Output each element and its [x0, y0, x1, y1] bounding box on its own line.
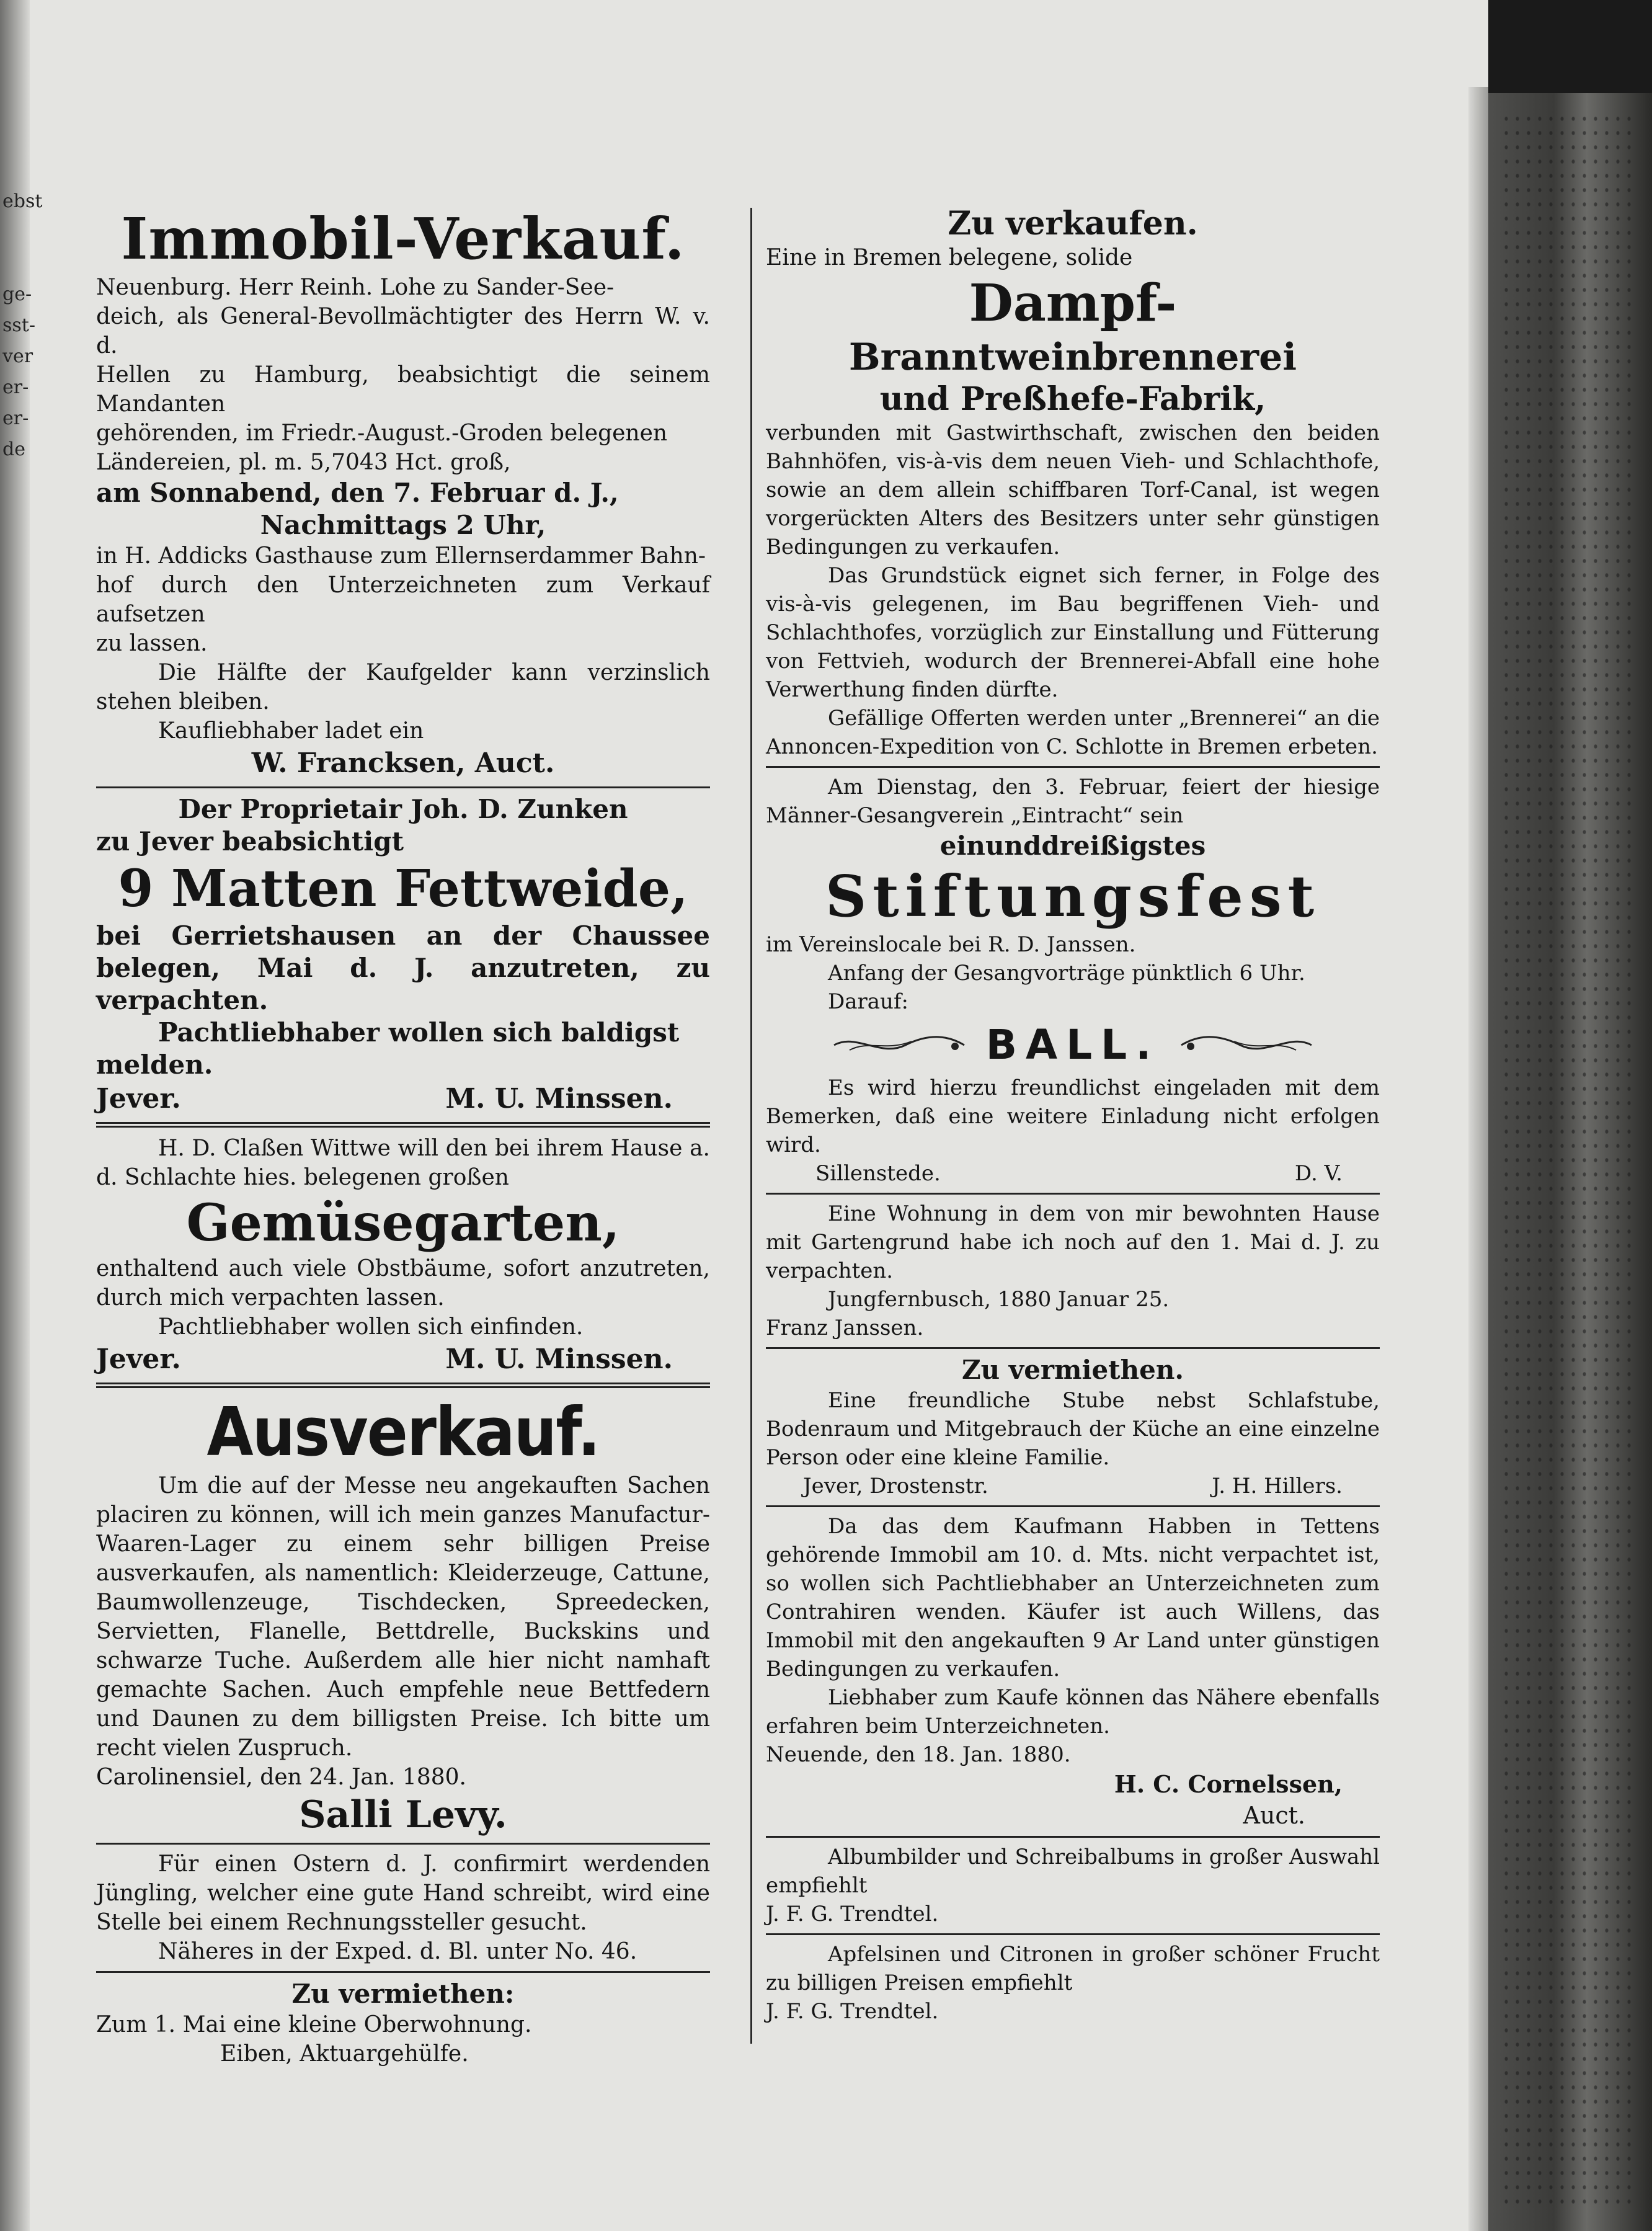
left-margin-fragments: [2, 186, 43, 465]
ad-intro: Am Dienstag, den 3. Februar, feiert der hiesige Männer-Gesangverein „Eintracht“ sein: [766, 775, 1380, 828]
ad-note: Näheres in der Exped. d. Bl. unter No. 46.: [158, 1939, 637, 1964]
ad-body: Da das dem Kaufmann Habben in Tettens gehörende Immobil am 10. d. Mts. nicht verpachtet ist, so wollen sich Pachtliebhaber an Unterzeichneten zum Contrahiren wenden. Käufer ist auch Willens, das Immobil mit den angekauften 9 Ar Land unter günstigen Bedingungen zu verkaufen.: [766, 1514, 1380, 1681]
ad-albumbilder: [766, 1843, 1380, 1928]
ad-note: Die Hälfte der Kaufgelder kann verzinslich stehen bleiben.: [96, 660, 710, 715]
ad-separator: [766, 1836, 1380, 1838]
ad-signature: H. C. Cornelssen,: [1114, 1770, 1343, 1798]
ad-oberwohnung: [96, 1978, 710, 2068]
ad-stube-vermiethen: [766, 1354, 1380, 1500]
ad-body: Gefällige Offerten werden unter „Brennerei“ an die Annoncen-Expedition von C. Schlotte in Bremen erbeten.: [766, 706, 1380, 759]
ad-body: Für einen Ostern d. J. confirmirt werdenden Jüngling, welcher eine gute Hand schreibt, wird eine Stelle bei einem Rechnungssteller gesucht.: [96, 1851, 710, 1935]
ad-subtitle: einunddreißigstes: [939, 831, 1206, 861]
ad-text-line: gehörenden, im Friedr.-August.-Groden belegenen: [96, 421, 668, 446]
ad-title: 9 Matten Fettweide,: [118, 859, 688, 919]
ad-ausverkauf: [96, 1394, 710, 1838]
ad-intro: Eine in Bremen belegene, solide: [766, 245, 1133, 270]
ad-footer: [96, 1081, 710, 1117]
ad-time-line: Nachmittags 2 Uhr,: [260, 510, 546, 540]
margin-fragment: er-: [2, 407, 29, 429]
ad-separator: [96, 1971, 710, 1973]
ball-title: BALL.: [985, 1021, 1160, 1069]
margin-fragment: [2, 248, 27, 279]
ad-text-line: zu lassen.: [96, 631, 208, 656]
page-curl-shadow: [1468, 87, 1488, 2231]
ad-text-line: in H. Addicks Gasthause zum Ellernserdammer Bahn-: [96, 543, 706, 569]
ad-text-line: hof durch den Unterzeichneten zum Verkauf aufsetzen: [96, 572, 710, 627]
ad-signature: J. F. G. Trendtel.: [766, 1902, 939, 1926]
ad-title: Branntweinbrennerei: [848, 336, 1297, 379]
ad-body: Um die auf der Messe neu angekauften Sachen placiren zu können, will ich mein ganzes Manufactur-Waaren-Lager zu einem sehr billigen Preise ausverkaufen, als namentlich: Kleiderzeuge, Cattune, Baumwollenzeuge, Tischdecken, Spreedecken, Servietten, Flanelle, Bettdrelle, Buckskins und schwarze Tuche. Außerdem alle hier nicht namhaft gemachte Sachen. Auch empfehle neue Bettfedern und Daunen zu dem billigsten Preise. Ich bitte um recht vielen Zuspruch.: [96, 1473, 710, 1761]
ad-footer: [766, 1159, 1380, 1188]
ad-separator: [96, 1383, 710, 1384]
ad-text-line: Hellen zu Hamburg, beabsichtigt die seinem Mandanten: [96, 362, 710, 417]
margin-fragment: de: [2, 439, 25, 460]
margin-fragment: ebst: [2, 190, 43, 212]
ad-signature: M. U. Minssen.: [445, 1083, 673, 1115]
left-column: [96, 205, 710, 2068]
ad-text-line: Neuenburg. Herr Reinh. Lohe zu Sander-See-: [96, 275, 615, 300]
ad-body: Darauf:: [828, 989, 908, 1014]
ad-separator: [96, 1122, 710, 1124]
right-column: [766, 205, 1380, 2026]
margin-fragment: ver: [2, 345, 33, 367]
ad-juengling-stelle: [96, 1850, 710, 1966]
ad-separator: [766, 766, 1380, 768]
ad-body: Das Grundstück eignet sich ferner, in Folge des vis-à-vis gelegenen, im Bau begriffenen Vieh- und Schlachthofes, vorzüglich zur Einstallung und Fütterung von Fettvieh, wodurch der Brennerei-Abfall eine hohe Verwerthung finden dürfte.: [766, 563, 1380, 702]
margin-fragment: ge-: [2, 283, 32, 305]
ad-signature: Eiben, Aktuargehülfe.: [220, 2041, 469, 2067]
ad-body: Eine freundliche Stube nebst Schlafstube, Bodenraum und Mitgebrauch der Küche an eine einzelne Person oder eine kleine Familie.: [766, 1388, 1380, 1470]
ad-footer: [766, 1472, 1380, 1500]
ad-body: bei Gerrietshausen an der Chaussee belegen, Mai d. J. anzutreten, zu verpachten.: [96, 920, 710, 1015]
book-edge-texture: [1501, 112, 1637, 2208]
ad-body: Albumbilder und Schreibalbums in großer Auswahl empfiehlt: [766, 1845, 1380, 1898]
ad-separator: [96, 786, 710, 788]
ad-body: verbunden mit Gastwirthschaft, zwischen den beiden Bahnhöfen, vis-à-vis dem neuen Vieh- und Schlachthofe, sowie an dem allein schiffbaren Torf-Canal, ist wegen vorgerückten Alters des Besitzers unter sehr günstigen Bedingungen zu verkaufen.: [766, 421, 1380, 559]
ad-separator: [766, 1505, 1380, 1507]
ad-title: Gemüsegarten,: [186, 1193, 620, 1253]
ad-immobil-verkauf: [96, 205, 710, 782]
ad-apfelsinen: [766, 1940, 1380, 2026]
column-divider: [750, 208, 752, 2044]
ad-footer: [96, 1342, 710, 1378]
ad-title: Stiftungsfest: [825, 863, 1321, 930]
ad-body: Liebhaber zum Kaufe können das Nähere ebenfalls erfahren beim Unterzeichneten.: [766, 1685, 1380, 1739]
flourish-right-icon: [1178, 1033, 1315, 1058]
ad-place: Sillenstede.: [815, 1161, 941, 1186]
ad-intro: zu Jever beabsichtigt: [96, 826, 404, 857]
ad-immobil-tettens: [766, 1512, 1380, 1831]
margin-fragment: er-: [2, 376, 29, 398]
ad-separator: [766, 1933, 1380, 1935]
ad-title: Zu vermiethen:: [291, 1979, 515, 2009]
ad-separator: [96, 1843, 710, 1845]
ad-title: Immobil-Verkauf.: [121, 205, 685, 272]
margin-fragment: sst-: [2, 314, 35, 336]
ad-place-date: Jungfernbusch, 1880 Januar 25.: [828, 1287, 1170, 1312]
ad-date-line: am Sonnabend, den 7. Februar d. J.,: [96, 478, 619, 508]
ad-signature: Salli Levy.: [299, 1793, 507, 1837]
ad-signature: D. V.: [1294, 1161, 1343, 1186]
ad-body: Eine Wohnung in dem von mir bewohnten Hause mit Gartengrund habe ich noch auf den 1. Mai d. J. zu verpachten.: [766, 1201, 1380, 1283]
ad-text-line: deich, als General-Bevollmächtigter des Herrn W. v. d.: [96, 304, 710, 358]
ad-signature: J. H. Hillers.: [1212, 1474, 1343, 1498]
ad-body: enthaltend auch viele Obstbäume, sofort anzutreten, durch mich verpachten lassen.: [96, 1256, 710, 1311]
flourish-left-icon: [831, 1033, 967, 1058]
ad-body: Apfelsinen und Citronen in großer schöner Frucht zu billigen Preisen empfiehlt: [766, 1942, 1380, 1995]
ad-signature: W. Francksen, Auct.: [251, 747, 555, 779]
ad-body: Pachtliebhaber wollen sich baldigst melden.: [96, 1017, 680, 1080]
ad-place: Jever.: [96, 1343, 181, 1375]
ad-body: Pachtliebhaber wollen sich einfinden.: [158, 1314, 584, 1340]
ball-banner: [766, 1021, 1380, 1069]
ad-title: Zu vermiethen.: [961, 1355, 1184, 1385]
ad-signature: J. F. G. Trendtel.: [766, 1999, 939, 2024]
ad-text-line: Ländereien, pl. m. 5,7043 Hct. groß,: [96, 450, 511, 475]
margin-fragment: [2, 217, 27, 248]
ad-body: im Vereinslocale bei R. D. Janssen.: [766, 932, 1136, 957]
ad-signature: Franz Janssen.: [766, 1316, 924, 1340]
ad-gemuesegarten: [96, 1134, 710, 1378]
ad-place: Jever, Drostenstr.: [803, 1474, 988, 1498]
ad-separator: [766, 1347, 1380, 1349]
ad-wohnung-gartengrund: [766, 1200, 1380, 1342]
ad-place: Jever.: [96, 1083, 181, 1115]
ad-signature-title: Auct.: [1243, 1802, 1305, 1829]
ad-title: und Preßhefe-Fabrik,: [879, 380, 1266, 418]
ad-title: Zu verkaufen.: [948, 205, 1198, 243]
ad-place-date: Neuende, den 18. Jan. 1880.: [766, 1742, 1071, 1767]
ad-intro: H. D. Claßen Wittwe will den bei ihrem Hause a. d. Schlachte hies. belegenen großen: [96, 1136, 710, 1190]
ad-matten-fettweide: [96, 793, 710, 1117]
ad-place-date: Carolinensiel, den 24. Jan. 1880.: [96, 1765, 466, 1790]
ad-separator: [766, 1193, 1380, 1195]
ad-intro: Der Proprietair Joh. D. Zunken: [178, 794, 628, 824]
ad-body: Es wird hierzu freundlichst eingeladen mit dem Bemerken, daß eine weitere Einladung nicht erfolgen wird.: [766, 1075, 1380, 1157]
ad-dampf-branntweinbrennerei: [766, 205, 1380, 761]
ad-stiftungsfest: [766, 773, 1380, 1188]
ad-invite: Kaufliebhaber ladet ein: [158, 718, 424, 744]
ad-title: Ausverkauf.: [206, 1394, 600, 1471]
ad-body: Anfang der Gesangvorträge pünktlich 6 Uhr.: [828, 961, 1305, 986]
ad-signature: M. U. Minssen.: [445, 1343, 673, 1375]
ad-body: Zum 1. Mai eine kleine Oberwohnung.: [96, 2012, 532, 2037]
ad-title: Dampf-: [969, 274, 1177, 333]
